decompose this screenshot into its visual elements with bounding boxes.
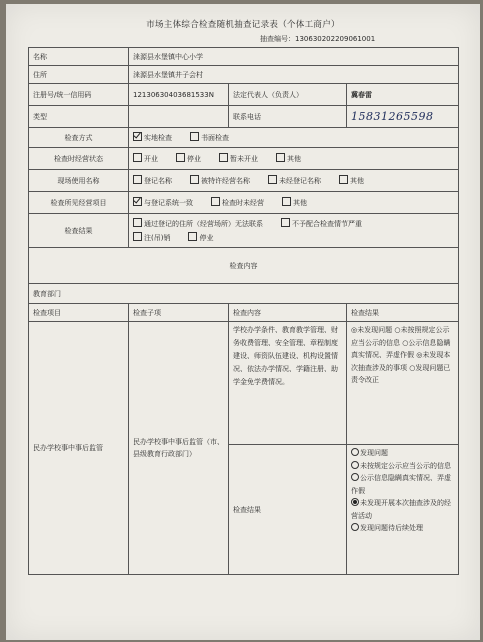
site-name-options bbox=[129, 170, 459, 192]
result-bottom-option[interactable] bbox=[351, 522, 454, 535]
phone-handwriting: 15831265598 bbox=[351, 110, 434, 123]
site-name-option-label: 未经登记名称 bbox=[279, 177, 321, 185]
legal-value: 冀春雷 bbox=[347, 84, 459, 106]
status-option-label: 其他 bbox=[287, 155, 301, 163]
type-label: 类型 bbox=[29, 106, 129, 128]
site-name-option[interactable] bbox=[268, 175, 321, 186]
checkbox-icon[interactable] bbox=[133, 232, 142, 241]
site-name-option[interactable] bbox=[190, 175, 250, 186]
phone-value bbox=[347, 106, 459, 128]
result-option[interactable] bbox=[133, 218, 263, 229]
result-options-line2 bbox=[133, 232, 454, 243]
checkbox-icon[interactable] bbox=[133, 153, 142, 162]
checkbox-icon[interactable] bbox=[190, 175, 199, 184]
address-label: 住所 bbox=[29, 66, 129, 84]
subitem-cell: 民办学校事中事后监管（市、县级教育行政部门） bbox=[129, 322, 229, 575]
result-bottom-option[interactable] bbox=[351, 460, 454, 473]
site-name-option-label: 登记名称 bbox=[144, 177, 172, 185]
result-bottom-option-label: 发现问题 bbox=[360, 449, 388, 457]
status-option[interactable] bbox=[276, 153, 301, 164]
scope-option-label: 其他 bbox=[293, 199, 307, 207]
name-value: 涞源县水堡镇中心小学 bbox=[129, 48, 459, 66]
col-item-header: 检查项目 bbox=[29, 304, 129, 322]
scope-options bbox=[129, 192, 459, 214]
department-row: 教育部门 bbox=[29, 284, 459, 304]
result-option-label: 通过登记的住所（经营场所）无法联系 bbox=[144, 220, 263, 228]
scope-option-label: 检查时未经营 bbox=[222, 199, 264, 207]
reg-value: 12130630403681533N bbox=[129, 84, 229, 106]
detail-cell: 学校办学条件、教育教学管理、财务收费管理、安全管理、章程制度建设、师资队伍建设、机构设置情况、依法办学情况、学籍注册、助学金免学费情况。 bbox=[229, 322, 347, 445]
result-bottom-option-label: 公示信息隐瞒真实情况、弄虚作假 bbox=[351, 474, 451, 495]
checkbox-icon[interactable] bbox=[219, 153, 228, 162]
result-top-cell: ◎未发现问题 ○未按照规定公示应当公示的信息 ○公示信息隐瞒真实情况、弄虚作假 ◎未发现本次抽查涉及的事项 ○发现问题已责令改正 bbox=[347, 322, 459, 445]
checkbox-icon[interactable] bbox=[133, 132, 142, 141]
site-name-option[interactable] bbox=[133, 175, 172, 186]
method-option[interactable] bbox=[133, 132, 172, 143]
method-option-label: 实地检查 bbox=[144, 134, 172, 142]
checkbox-icon[interactable] bbox=[268, 175, 277, 184]
address-value: 涞源县水堡镇井子会村 bbox=[129, 66, 459, 84]
status-option-label: 停业 bbox=[187, 155, 201, 163]
legal-label: 法定代表人（负责人） bbox=[229, 84, 347, 106]
site-name-option-label: 其他 bbox=[350, 177, 364, 185]
status-option[interactable] bbox=[133, 153, 158, 164]
col-subitem-header: 检查子项 bbox=[129, 304, 229, 322]
radio-icon[interactable] bbox=[351, 498, 359, 506]
site-name-label: 现场使用名称 bbox=[29, 170, 129, 192]
site-name-option-label: 被特许经营名称 bbox=[201, 177, 250, 185]
radio-icon[interactable] bbox=[351, 461, 359, 469]
serial-label: 抽查编号： bbox=[260, 35, 295, 43]
radio-icon[interactable] bbox=[351, 473, 359, 481]
result-bottom-option[interactable] bbox=[351, 472, 454, 497]
result-option-label: 不予配合检查情节严重 bbox=[292, 220, 362, 228]
inspection-table bbox=[28, 47, 459, 575]
status-option[interactable] bbox=[219, 153, 258, 164]
result-option[interactable] bbox=[133, 232, 170, 243]
result-option-label: 注(吊)销 bbox=[144, 234, 171, 242]
phone-label: 联系电话 bbox=[229, 106, 347, 128]
result-bottom-cell bbox=[347, 445, 459, 575]
scope-option[interactable] bbox=[211, 197, 264, 208]
radio-icon[interactable] bbox=[351, 523, 359, 531]
checkbox-icon[interactable] bbox=[281, 218, 290, 227]
checkbox-icon[interactable] bbox=[339, 175, 348, 184]
checkbox-icon[interactable] bbox=[276, 153, 285, 162]
method-option-label: 书面检查 bbox=[201, 134, 229, 142]
scope-option-label: 与登记系统一致 bbox=[144, 199, 193, 207]
checkbox-icon[interactable] bbox=[176, 153, 185, 162]
result-options bbox=[129, 214, 459, 248]
checkbox-icon[interactable] bbox=[211, 197, 220, 206]
result-bottom-option-label: 未按规定公示应当公示的信息 bbox=[360, 461, 451, 470]
serial-number bbox=[260, 34, 375, 44]
scope-label: 检查所见经营项目 bbox=[29, 192, 129, 214]
site-name-option[interactable] bbox=[339, 175, 364, 186]
result-option[interactable] bbox=[281, 218, 362, 229]
form-title: 市场主体综合检查随机抽查记录表（个体工商户） bbox=[146, 20, 340, 30]
result-option-label: 停业 bbox=[199, 234, 214, 242]
method-option[interactable] bbox=[190, 132, 229, 143]
result-bottom-option-label: 发现问题待后续处理 bbox=[360, 524, 423, 532]
status-options bbox=[129, 148, 459, 170]
checkbox-icon[interactable] bbox=[188, 232, 197, 241]
result-bottom-option[interactable] bbox=[351, 447, 454, 460]
status-option[interactable] bbox=[176, 153, 201, 164]
status-label: 检查时经营状态 bbox=[29, 148, 129, 170]
checkbox-icon[interactable] bbox=[190, 132, 199, 141]
checkbox-icon[interactable] bbox=[133, 218, 142, 227]
result-options-line1 bbox=[133, 218, 454, 229]
result-option[interactable] bbox=[188, 232, 213, 243]
col-content-header: 检查内容 bbox=[229, 304, 347, 322]
serial-value: 130630202209061001 bbox=[295, 35, 376, 43]
name-label: 名称 bbox=[29, 48, 129, 66]
checkbox-icon[interactable] bbox=[133, 197, 142, 206]
scope-option[interactable] bbox=[133, 197, 193, 208]
method-options bbox=[129, 128, 459, 148]
scope-option[interactable] bbox=[282, 197, 307, 208]
result-bottom-label: 检查结果 bbox=[229, 445, 347, 575]
checkbox-icon[interactable] bbox=[282, 197, 291, 206]
reg-label: 注册号/统一信用码 bbox=[29, 84, 129, 106]
result-bottom-option[interactable] bbox=[351, 497, 454, 522]
item-cell: 民办学校事中事后监管 bbox=[29, 322, 129, 575]
type-value bbox=[129, 106, 229, 128]
status-option-label: 开业 bbox=[144, 155, 158, 163]
result-bottom-option-label: 未发现开展本次抽查涉及的经营活动 bbox=[351, 499, 451, 520]
method-label: 检查方式 bbox=[29, 128, 129, 148]
content-section-title: 检查内容 bbox=[29, 248, 459, 284]
status-option-label: 暂未开业 bbox=[230, 155, 258, 163]
record-sheet bbox=[6, 4, 480, 640]
checkbox-icon[interactable] bbox=[133, 175, 142, 184]
result-label: 检查结果 bbox=[29, 214, 129, 248]
radio-icon[interactable] bbox=[351, 448, 359, 456]
col-result-header: 检查结果 bbox=[347, 304, 459, 322]
